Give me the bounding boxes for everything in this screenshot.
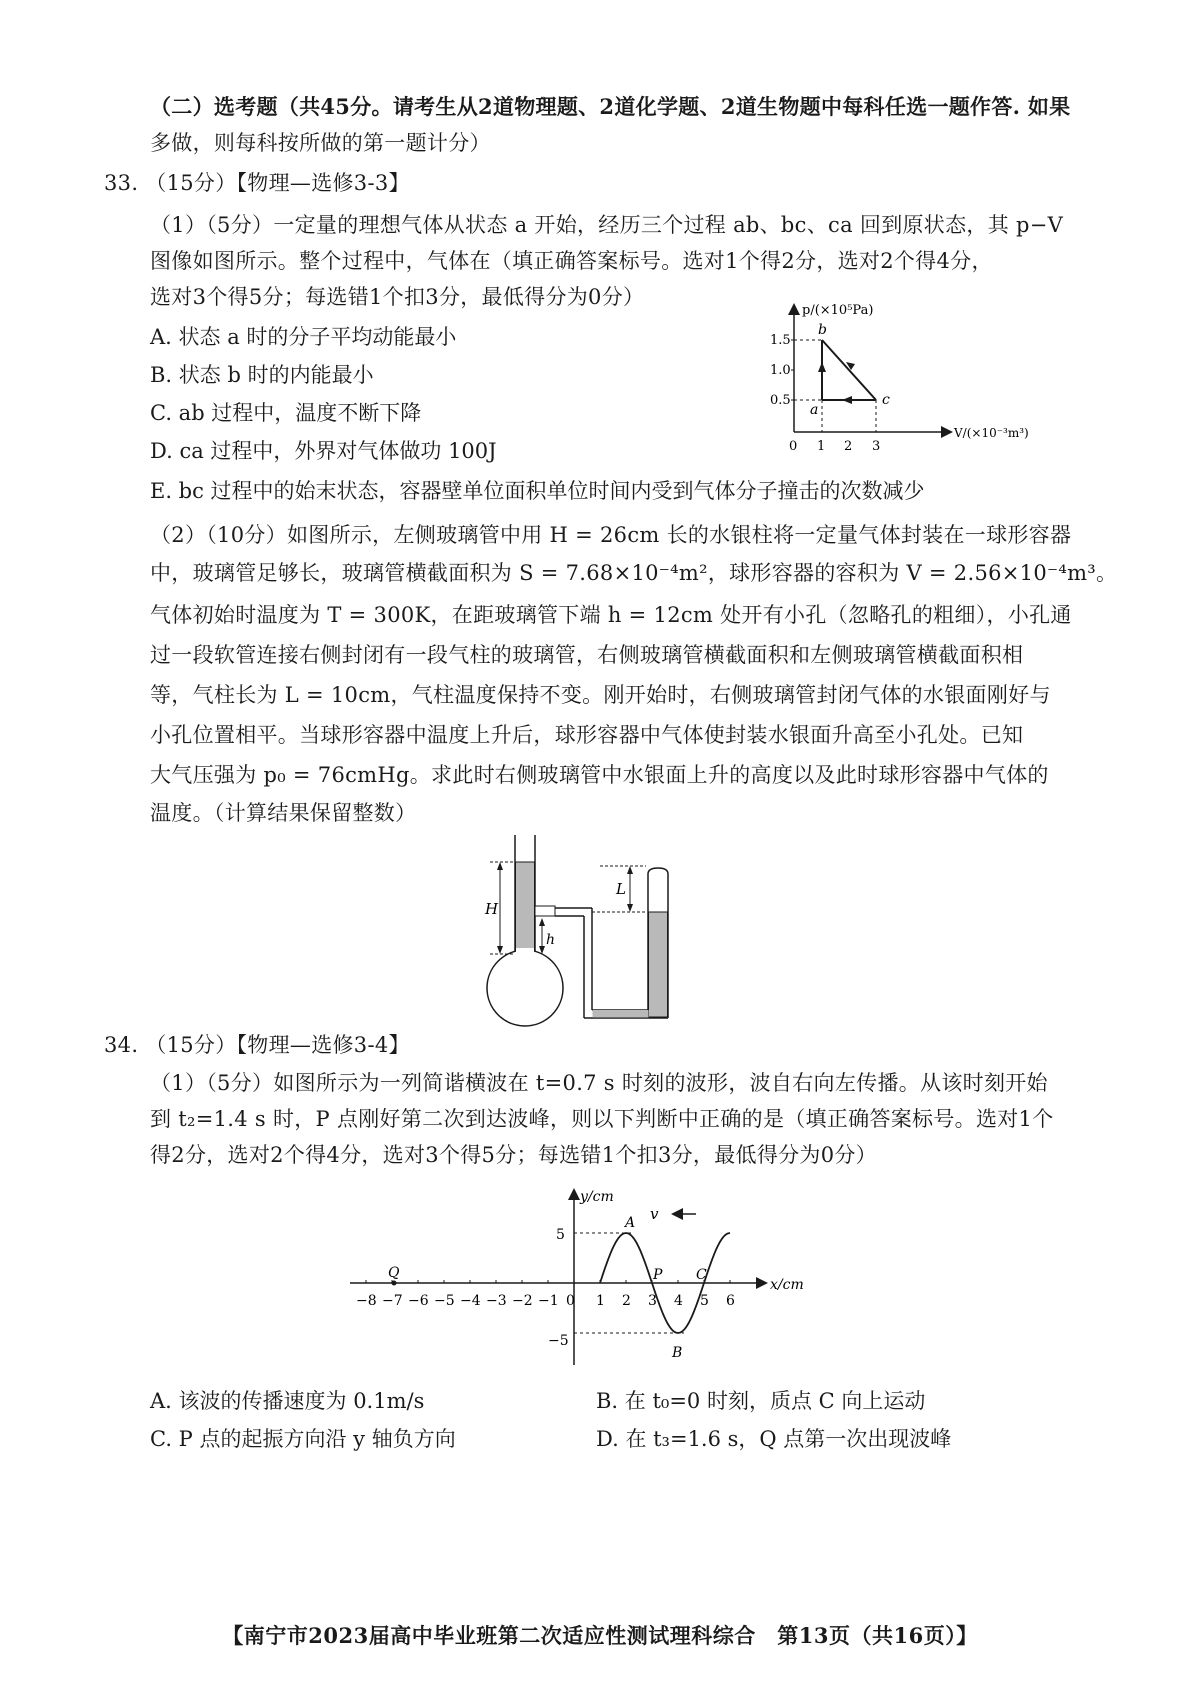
wave-x-tick-label: 5 — [700, 1293, 709, 1309]
wave-point-P: P — [653, 1267, 663, 1283]
wave-x-tick-label: 0 — [566, 1293, 575, 1309]
q33-title: 33. （15分）【物理—选修3-3】 — [104, 171, 410, 195]
page-footer: 【南宁市2023届高中毕业班第二次适应性测试理科综合 第13页（共16页）】 — [222, 1623, 978, 1648]
wave-x-tick-label: −6 — [408, 1293, 429, 1309]
apparatus-diagram — [480, 830, 740, 1030]
pv-graph — [760, 300, 1040, 460]
pv-y-tick-10: 1.0 — [770, 363, 791, 378]
q33-part2-line3: 气体初始时温度为 T = 300K，在距玻璃管下端 h = 12cm 处开有小孔（忽略孔的粗细），小孔通 — [150, 603, 1072, 627]
q33-part2-line1: （2）（10分）如图所示，左侧玻璃管中用 H = 26cm 长的水银柱将一定量气体封装在一球形容器 — [150, 523, 1072, 547]
wave-x-tick-label: 1 — [596, 1293, 605, 1309]
section-header-line2: 多做，则每科按所做的第一题计分） — [150, 131, 491, 155]
wave-x-axis-label: x/cm — [770, 1277, 804, 1293]
pv-x-tick-0: 0 — [789, 439, 798, 454]
q34-option-d: D. 在 t₃=1.6 s，Q 点第一次出现波峰 — [596, 1427, 952, 1451]
section-header-line1: （二）选考题（共45分。请考生从2道物理题、2道化学题、2道生物题中每科任选一题作答. 如果 — [150, 94, 1071, 119]
q33-option-d: D. ca 过程中，外界对气体做功 100J — [150, 439, 497, 463]
label-L: L — [616, 880, 626, 898]
pv-y-axis-label: p/(×10⁵Pa) — [802, 303, 874, 318]
pv-x-tick-2: 2 — [844, 439, 853, 454]
pv-y-tick-05: 0.5 — [770, 393, 791, 408]
wave-x-tick-label: −7 — [382, 1293, 403, 1309]
q33-part2-line8: 温度。（计算结果保留整数） — [150, 801, 417, 825]
q33-option-e: E. bc 过程中的始末状态，容器壁单位面积单位时间内受到气体分子撞击的次数减少 — [150, 479, 925, 503]
q33-part1-line1: （1）（5分）一定量的理想气体从状态 a 开始，经历三个过程 ab、bc、ca 回到原状态，其 p−V — [150, 213, 1064, 237]
q34-option-c: C. P 点的起振方向沿 y 轴负方向 — [150, 1427, 456, 1451]
wave-velocity-label: v — [650, 1205, 659, 1223]
q33-option-c: C. ab 过程中，温度不断下降 — [150, 401, 422, 425]
wave-y-tick-neg5: −5 — [548, 1333, 569, 1349]
wave-x-tick-label: 3 — [648, 1293, 657, 1309]
wave-point-C: C — [696, 1267, 707, 1283]
q33-part2-line6: 小孔位置相平。当球形容器中温度上升后，球形容器中气体使封装水银面升高至小孔处。已知 — [150, 723, 1024, 747]
pv-x-tick-3: 3 — [872, 439, 881, 454]
pv-x-axis-label: V/(×10⁻³m³) — [954, 426, 1029, 440]
q34-option-a: A. 该波的传播速度为 0.1m/s — [150, 1389, 425, 1413]
wave-point-A: A — [625, 1215, 636, 1231]
label-h: h — [546, 932, 556, 948]
wave-x-tick-label: −8 — [356, 1293, 377, 1309]
pv-point-a: a — [810, 402, 819, 418]
q34-part1-line1: （1）（5分）如图所示为一列简谐横波在 t=0.7 s 时刻的波形，波自右向左传播。从该时刻开始 — [150, 1071, 1048, 1095]
pv-point-c: c — [882, 392, 890, 408]
wave-point-Q-dot — [392, 1281, 397, 1286]
wave-x-tick-label: −2 — [512, 1293, 533, 1309]
pv-x-tick-1: 1 — [817, 439, 826, 454]
wave-x-tick-label: 4 — [674, 1293, 683, 1309]
wave-x-tick-label: −1 — [538, 1293, 559, 1309]
q33-option-a: A. 状态 a 时的分子平均动能最小 — [150, 325, 457, 349]
q33-part2-line2: 中，玻璃管足够长，玻璃管横截面积为 S = 7.68×10⁻⁴m²，球形容器的容积为 V = 2.56×10⁻⁴m³。 — [150, 561, 1118, 585]
pv-process-bc — [822, 340, 876, 400]
q33-part1-line2: 图像如图所示。整个过程中，气体在（填正确答案标号。选对1个得2分，选对2个得4分， — [150, 249, 993, 273]
spherical-container — [487, 950, 563, 1026]
wave-x-tick-label: −5 — [434, 1293, 455, 1309]
mercury-column-left — [516, 862, 535, 954]
q34-option-b: B. 在 t₀=0 时刻，质点 C 向上运动 — [596, 1389, 926, 1413]
q33-part2-line4: 过一段软管连接右侧封闭有一段气柱的玻璃管，右侧玻璃管横截面积和左侧玻璃管横截面积相 — [150, 643, 1024, 667]
q34-title: 34. （15分）【物理—选修3-4】 — [104, 1033, 410, 1057]
pv-point-b: b — [818, 322, 827, 338]
wave-graph — [340, 1185, 840, 1370]
q33-part1-line3: 选对3个得5分；每选错1个扣3分，最低得分为0分） — [150, 285, 645, 309]
q33-option-b: B. 状态 b 时的内能最小 — [150, 363, 374, 387]
wave-x-tick-label: 2 — [622, 1293, 631, 1309]
q34-part1-line2: 到 t₂=1.4 s 时，P 点刚好第二次到达波峰，则以下判断中正确的是（填正确答案标号。选对1个 — [150, 1107, 1054, 1131]
wave-x-tick-label: −3 — [486, 1293, 507, 1309]
pv-y-tick-15: 1.5 — [770, 333, 791, 348]
wave-x-tick-label: 6 — [726, 1293, 735, 1309]
mercury-column-right — [649, 912, 668, 1017]
wave-x-tick-label: −4 — [460, 1293, 481, 1309]
wave-point-Q: Q — [388, 1265, 400, 1281]
wave-y-tick-5: 5 — [556, 1227, 565, 1243]
label-H: H — [485, 900, 499, 918]
q33-part2-line7: 大气压强为 p₀ = 76cmHg。求此时右侧玻璃管中水银面上升的高度以及此时球形容器中气体的 — [150, 763, 1049, 787]
q34-part1-line3: 得2分，选对2个得4分，选对3个得5分；每选错1个扣3分，最低得分为0分） — [150, 1143, 877, 1167]
wave-y-axis-label: y/cm — [580, 1189, 614, 1205]
q33-part2-line5: 等，气柱长为 L = 10cm，气柱温度保持不变。刚开始时，右侧玻璃管封闭气体的水银面刚好与 — [150, 683, 1051, 707]
wave-point-B: B — [672, 1345, 683, 1361]
